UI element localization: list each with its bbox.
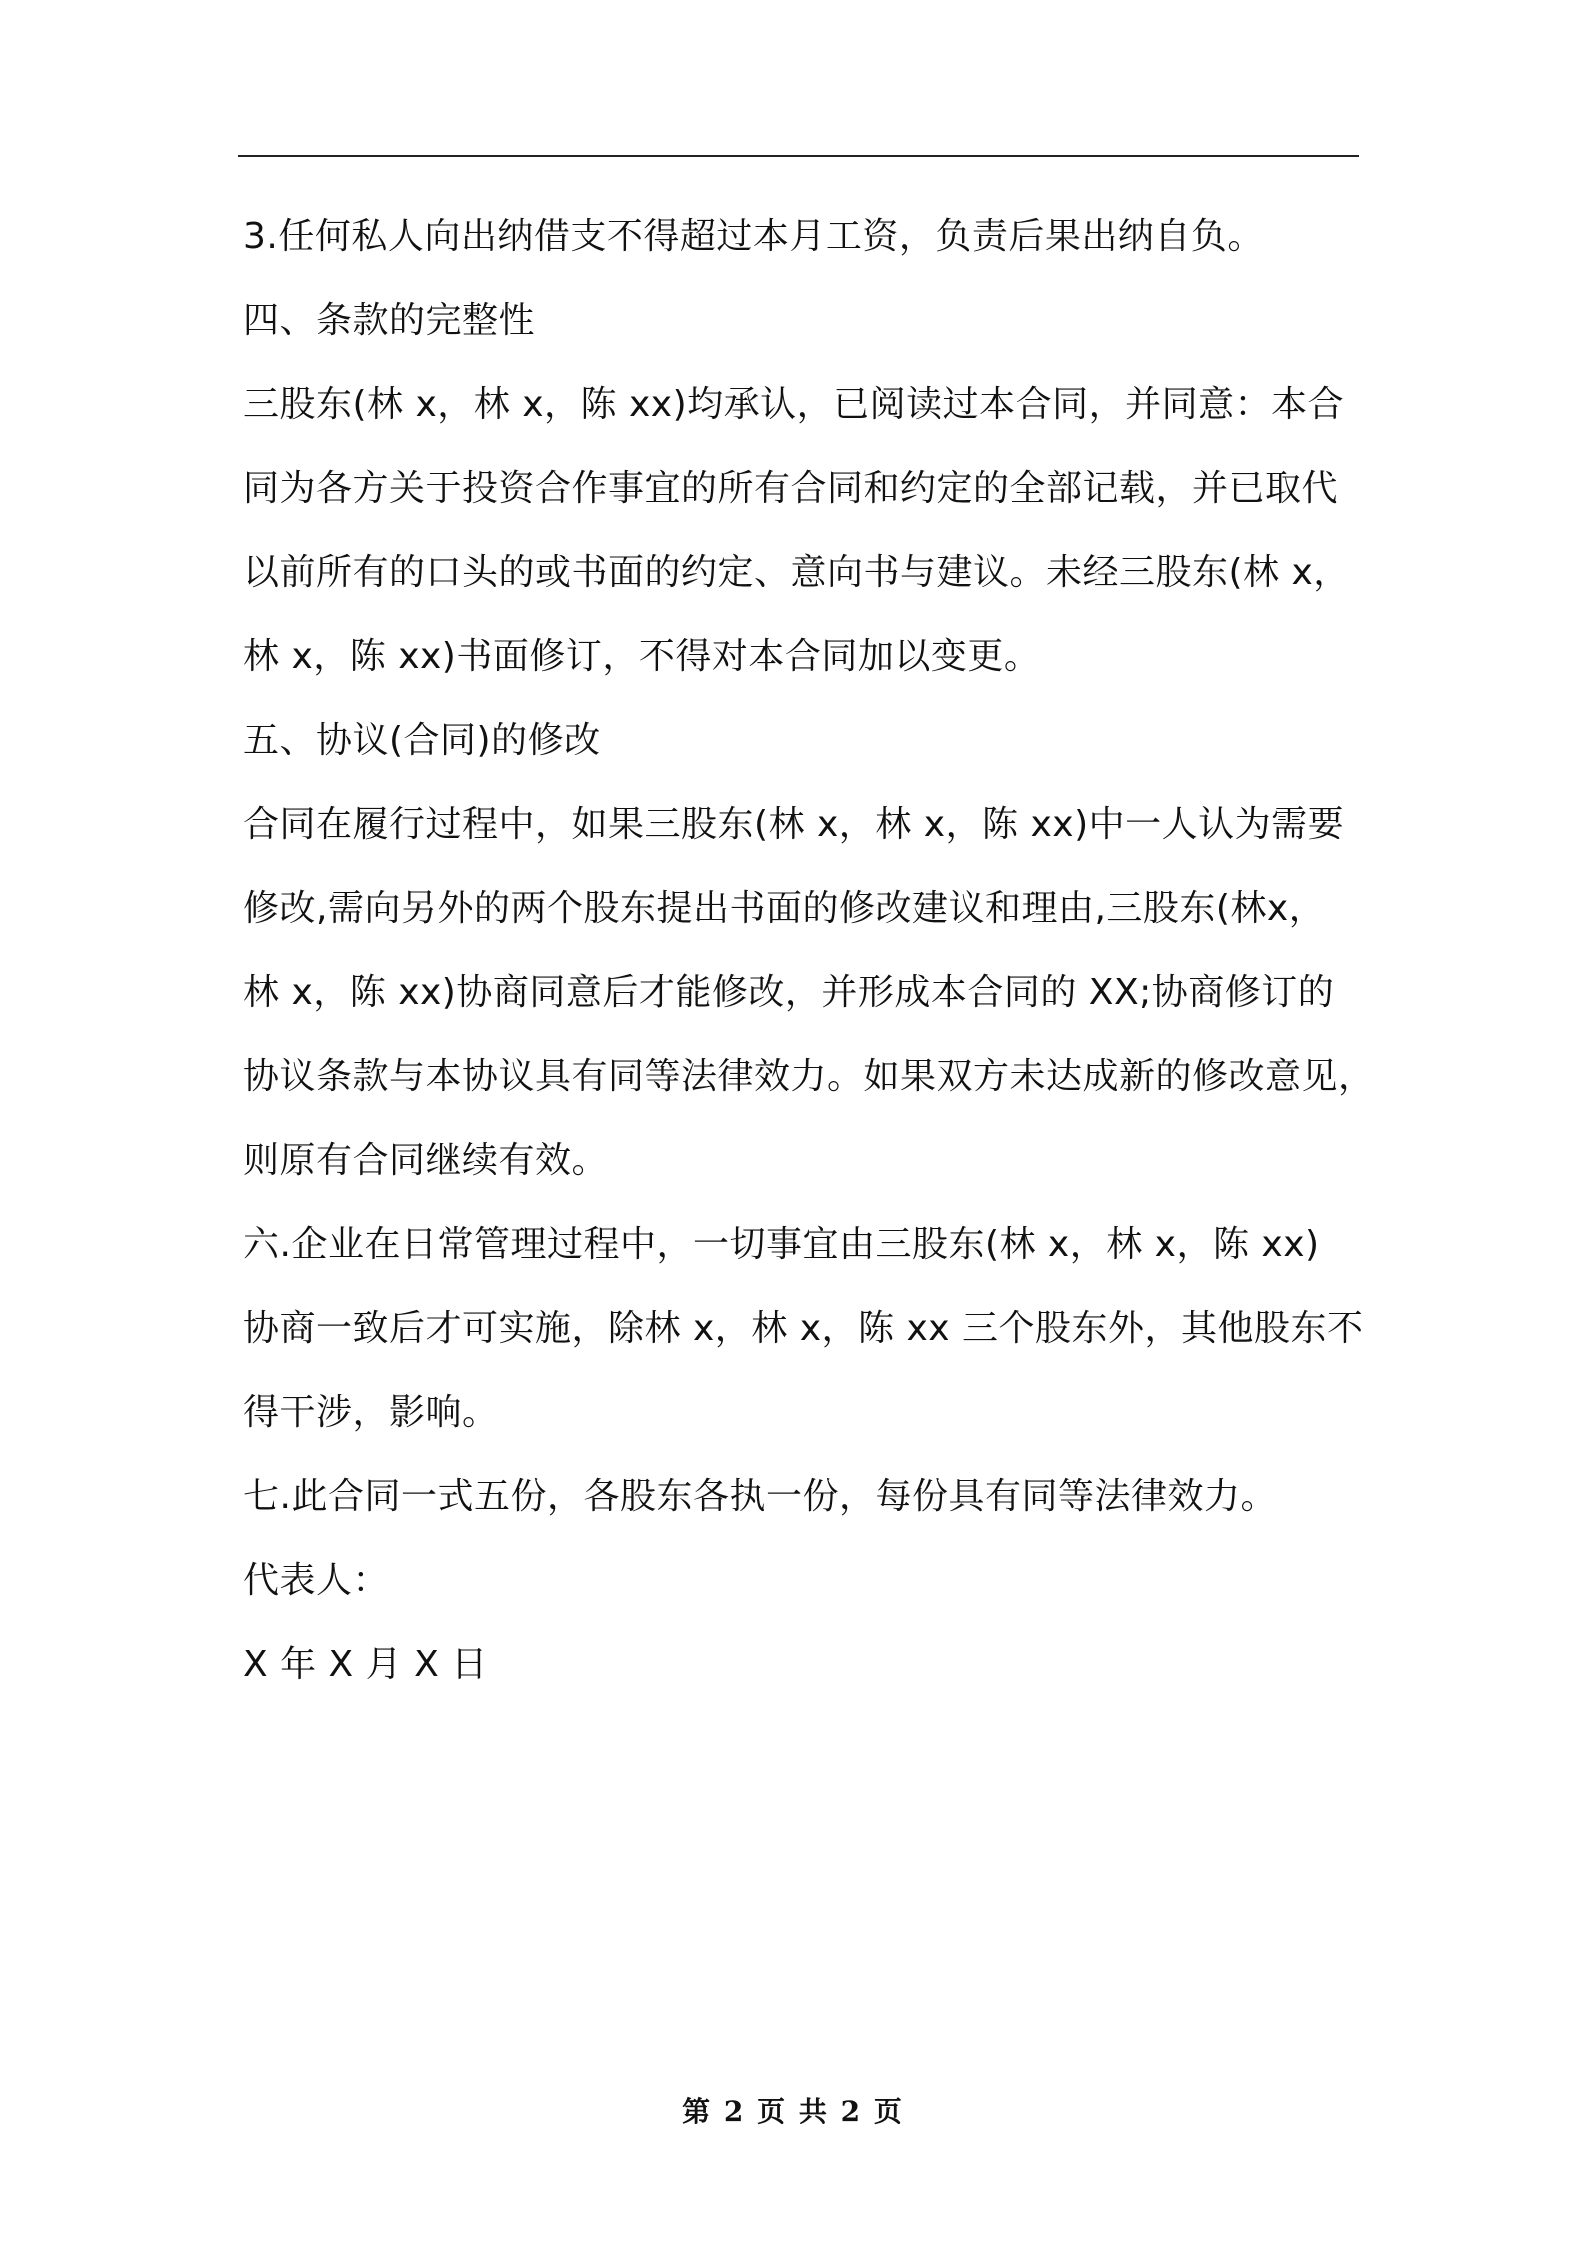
- section-4-line-3: 以前所有的口头的或书面的约定、意向书与建议。未经三股东(林 x，: [243, 552, 1350, 593]
- clause-3-line: 3.任何私人向出纳借支不得超过本月工资，负责后果出纳自负。: [243, 216, 1264, 257]
- page-number: 第 2 页 共 2 页: [682, 2095, 904, 2128]
- date-line: X 年 X 月 X 日: [243, 1644, 488, 1685]
- section-6-line-3: 得干涉，影响。: [243, 1392, 499, 1433]
- section-5-line-1: 合同在履行过程中，如果三股东(林 x，林 x，陈 xx)中一人认为需要: [243, 804, 1345, 845]
- section-6-line-1: 六.企业在日常管理过程中，一切事宜由三股东(林 x，林 x，陈 xx): [243, 1224, 1320, 1265]
- section-5-line-5: 则原有合同继续有效。: [243, 1140, 609, 1181]
- section-6-line-2: 协商一致后才可实施，除林 x，林 x，陈 xx 三个股东外，其他股东不: [243, 1308, 1364, 1349]
- section-5-heading: 五、协议(合同)的修改: [243, 720, 601, 761]
- section-4-line-1: 三股东(林 x，林 x，陈 xx)均承认，已阅读过本合同，并同意：本合: [243, 384, 1345, 425]
- section-4-line-4: 林 x，陈 xx)书面修订，不得对本合同加以变更。: [243, 636, 1041, 677]
- header-rule: [238, 155, 1359, 157]
- section-5-line-2: 修改,需向另外的两个股东提出书面的修改建议和理由,三股东(林x，: [243, 888, 1326, 929]
- document-body: [243, 195, 1373, 1707]
- section-4-heading: 四、条款的完整性: [243, 300, 536, 341]
- section-5-line-3: 林 x，陈 xx)协商同意后才能修改，并形成本合同的 XX;协商修订的: [243, 972, 1335, 1013]
- section-5-line-4: 协议条款与本协议具有同等法律效力。如果双方未达成新的修改意见，: [243, 1056, 1375, 1097]
- representative-label: 代表人：: [243, 1560, 390, 1601]
- section-7-line: 七.此合同一式五份，各股东各执一份，每份具有同等法律效力。: [243, 1476, 1277, 1517]
- section-4-line-2: 同为各方关于投资合作事宜的所有合同和约定的全部记载，并已取代: [243, 468, 1339, 509]
